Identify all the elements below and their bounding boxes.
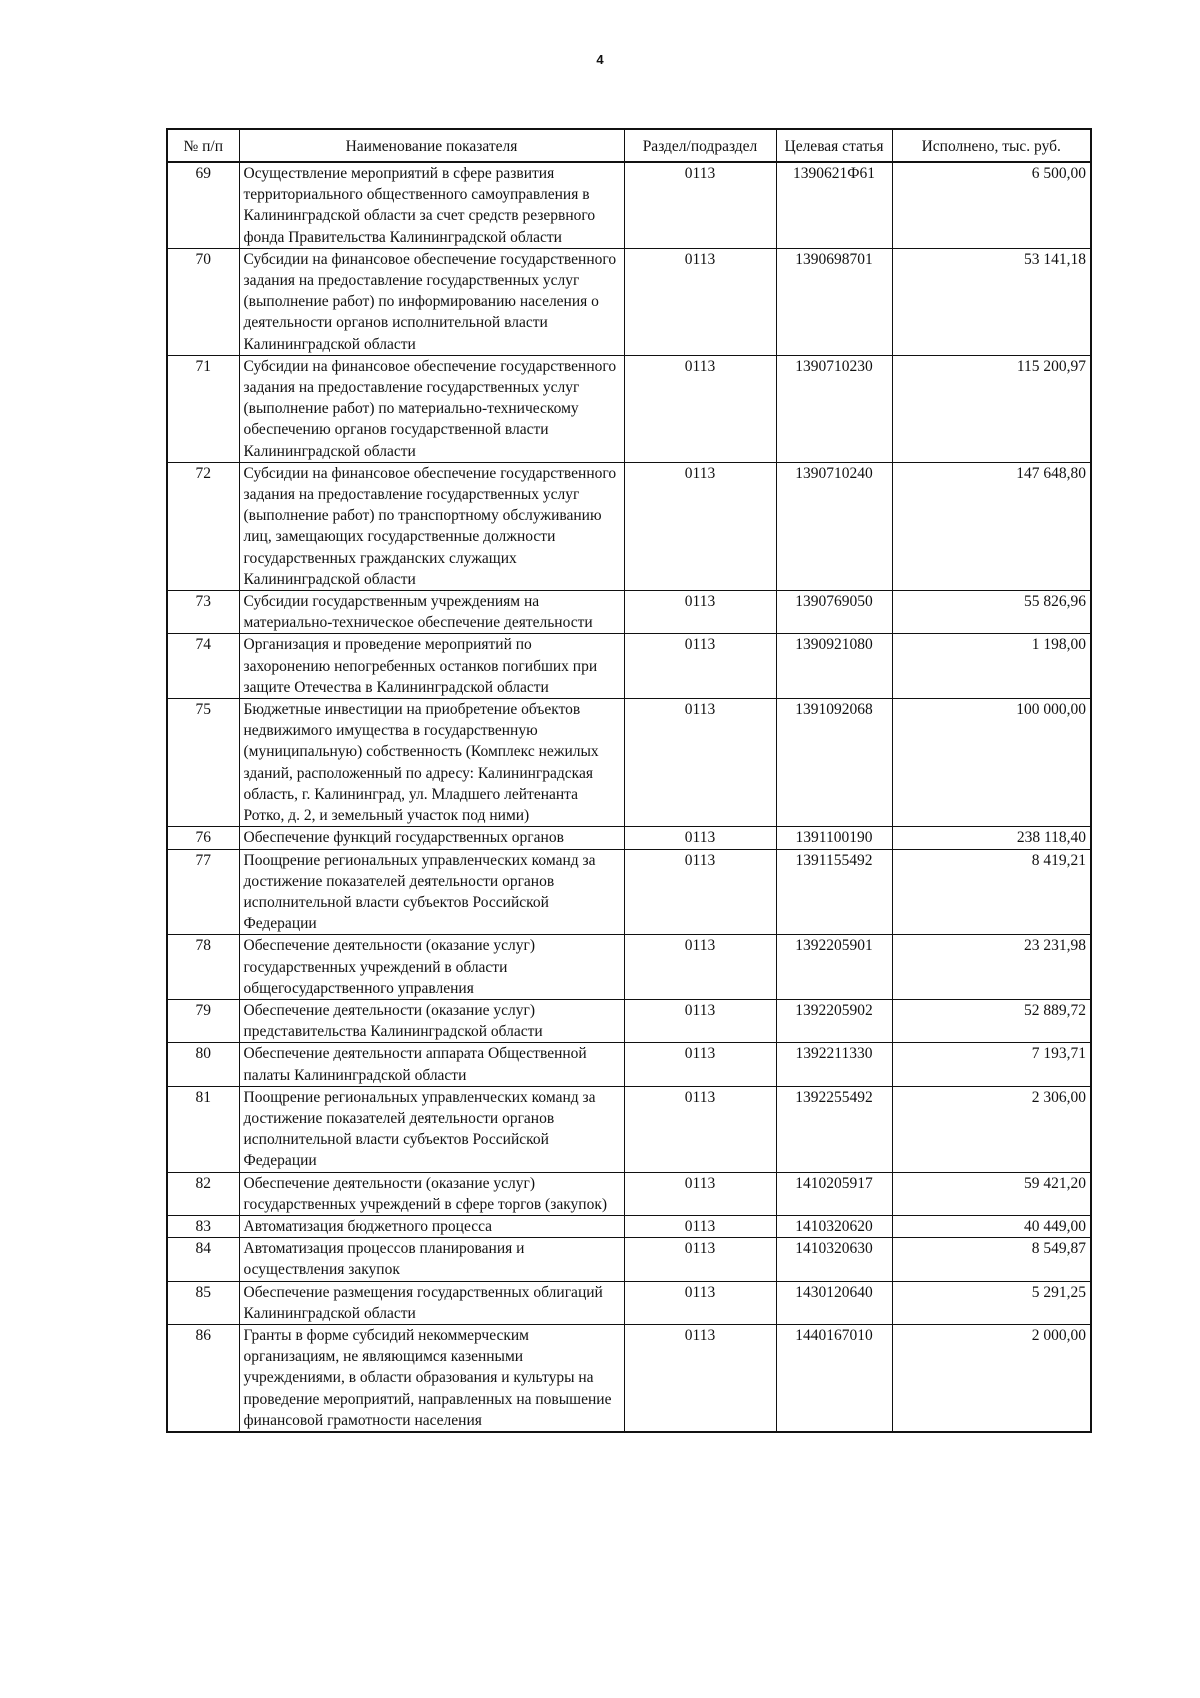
cell-section: 0113: [624, 827, 776, 849]
table-row: [167, 355, 1091, 462]
table-row: [167, 1043, 1091, 1086]
cell-name: Субсидии государственным учреждениям на материально-техническое обеспечение деятельности: [239, 591, 624, 634]
cell-section: 0113: [624, 1086, 776, 1172]
cell-amount: 55 826,96: [892, 591, 1091, 634]
cell-amount: 23 231,98: [892, 935, 1091, 1000]
cell-section: 0113: [624, 999, 776, 1042]
cell-target: 1391100190: [776, 827, 892, 849]
cell-amount: 40 449,00: [892, 1215, 1091, 1237]
budget-execution-table: [166, 128, 1092, 1433]
cell-name: Бюджетные инвестиции на приобретение объектов недвижимого имущества в государственную (муниципальную) собственность (Комплекс нежилых зданий, расположенный по адресу: Калининградская область, г. Калининград, ул. Младшего лейтенанта Ротко, д. 2, и земельный участок под ними): [239, 699, 624, 827]
cell-name: Поощрение региональных управленческих команд за достижение показателей деятельности органов исполнительной власти субъектов Российской Федерации: [239, 849, 624, 935]
cell-num: 80: [167, 1043, 239, 1086]
cell-name: Осуществление мероприятий в сфере развития территориального общественного самоуправления в Калининградской области за счет средств резервного фонда Правительства Калининградской области: [239, 162, 624, 248]
table-row: [167, 935, 1091, 1000]
cell-target: 1410320630: [776, 1238, 892, 1281]
cell-num: 72: [167, 462, 239, 590]
cell-target: 1392255492: [776, 1086, 892, 1172]
cell-amount: 100 000,00: [892, 699, 1091, 827]
cell-name: Гранты в форме субсидий некоммерческим организациям, не являющимся казенными учреждениями, в области образования и культуры на проведение мероприятий, направленных на повышение финансовой грамотности населения: [239, 1324, 624, 1432]
cell-num: 86: [167, 1324, 239, 1432]
cell-section: 0113: [624, 591, 776, 634]
table-row: [167, 699, 1091, 827]
cell-num: 76: [167, 827, 239, 849]
cell-num: 69: [167, 162, 239, 248]
table-row: [167, 462, 1091, 590]
cell-section: 0113: [624, 1043, 776, 1086]
cell-target: 1392205901: [776, 935, 892, 1000]
table-row: [167, 162, 1091, 248]
cell-name: Автоматизация процессов планирования и осуществления закупок: [239, 1238, 624, 1281]
table-body: [167, 162, 1091, 1432]
cell-name: Субсидии на финансовое обеспечение государственного задания на предоставление государственных услуг (выполнение работ) по информированию населения о деятельности органов исполнительной власти Калининградской области: [239, 248, 624, 355]
cell-section: 0113: [624, 1215, 776, 1237]
cell-amount: 115 200,97: [892, 355, 1091, 462]
cell-name: Организация и проведение мероприятий по захоронению непогребенных останков погибших при защите Отечества в Калининградской области: [239, 634, 624, 699]
cell-num: 79: [167, 999, 239, 1042]
cell-section: 0113: [624, 1281, 776, 1324]
cell-target: 1390710240: [776, 462, 892, 590]
cell-amount: 53 141,18: [892, 248, 1091, 355]
cell-num: 81: [167, 1086, 239, 1172]
cell-amount: 59 421,20: [892, 1172, 1091, 1215]
table-row: [167, 1172, 1091, 1215]
cell-section: 0113: [624, 935, 776, 1000]
column-header-num: № п/п: [167, 129, 239, 162]
table-row: [167, 1086, 1091, 1172]
cell-amount: 238 118,40: [892, 827, 1091, 849]
column-header-amount: Исполнено, тыс. руб.: [892, 129, 1091, 162]
cell-name: Поощрение региональных управленческих команд за достижение показателей деятельности органов исполнительной власти субъектов Российской Федерации: [239, 1086, 624, 1172]
cell-target: 1390921080: [776, 634, 892, 699]
cell-name: Обеспечение деятельности (оказание услуг) государственных учреждений в области общегосударственного управления: [239, 935, 624, 1000]
cell-section: 0113: [624, 248, 776, 355]
cell-name: Обеспечение деятельности аппарата Общественной палаты Калининградской области: [239, 1043, 624, 1086]
cell-section: 0113: [624, 849, 776, 935]
table-row: [167, 1324, 1091, 1432]
cell-section: 0113: [624, 1238, 776, 1281]
cell-section: 0113: [624, 355, 776, 462]
cell-target: 1390769050: [776, 591, 892, 634]
cell-amount: 2 000,00: [892, 1324, 1091, 1432]
column-header-section: Раздел/подраздел: [624, 129, 776, 162]
cell-target: 1391155492: [776, 849, 892, 935]
cell-num: 75: [167, 699, 239, 827]
table-row: [167, 634, 1091, 699]
cell-amount: 5 291,25: [892, 1281, 1091, 1324]
cell-name: Обеспечение деятельности (оказание услуг) представительства Калининградской области: [239, 999, 624, 1042]
cell-section: 0113: [624, 462, 776, 590]
cell-amount: 147 648,80: [892, 462, 1091, 590]
cell-num: 83: [167, 1215, 239, 1237]
table-row: [167, 827, 1091, 849]
cell-target: 1390621Ф61: [776, 162, 892, 248]
cell-amount: 52 889,72: [892, 999, 1091, 1042]
cell-name: Обеспечение размещения государственных облигаций Калининградской области: [239, 1281, 624, 1324]
cell-section: 0113: [624, 1172, 776, 1215]
cell-num: 77: [167, 849, 239, 935]
column-header-target: Целевая статья: [776, 129, 892, 162]
cell-target: 1392211330: [776, 1043, 892, 1086]
cell-amount: 2 306,00: [892, 1086, 1091, 1172]
cell-num: 73: [167, 591, 239, 634]
cell-name: Обеспечение деятельности (оказание услуг) государственных учреждений в сфере торгов (закупок): [239, 1172, 624, 1215]
table-row: [167, 248, 1091, 355]
cell-target: 1390710230: [776, 355, 892, 462]
cell-num: 82: [167, 1172, 239, 1215]
table-row: [167, 849, 1091, 935]
table-row: [167, 591, 1091, 634]
cell-amount: 1 198,00: [892, 634, 1091, 699]
table-header-row: [167, 129, 1091, 162]
cell-section: 0113: [624, 699, 776, 827]
cell-amount: 7 193,71: [892, 1043, 1091, 1086]
cell-target: 1410205917: [776, 1172, 892, 1215]
cell-num: 78: [167, 935, 239, 1000]
column-header-name: Наименование показателя: [239, 129, 624, 162]
cell-target: 1430120640: [776, 1281, 892, 1324]
cell-name: Автоматизация бюджетного процесса: [239, 1215, 624, 1237]
cell-num: 85: [167, 1281, 239, 1324]
cell-num: 71: [167, 355, 239, 462]
cell-target: 1390698701: [776, 248, 892, 355]
cell-target: 1392205902: [776, 999, 892, 1042]
cell-target: 1410320620: [776, 1215, 892, 1237]
cell-num: 84: [167, 1238, 239, 1281]
cell-name: Обеспечение функций государственных органов: [239, 827, 624, 849]
table-row: [167, 1238, 1091, 1281]
cell-target: 1440167010: [776, 1324, 892, 1432]
cell-section: 0113: [624, 162, 776, 248]
cell-name: Субсидии на финансовое обеспечение государственного задания на предоставление государственных услуг (выполнение работ) по транспортному обслуживанию лиц, замещающих государственные должности государственных гражданских служащих Калининградской области: [239, 462, 624, 590]
cell-section: 0113: [624, 1324, 776, 1432]
table-row: [167, 1281, 1091, 1324]
cell-amount: 8 549,87: [892, 1238, 1091, 1281]
cell-num: 70: [167, 248, 239, 355]
cell-amount: 6 500,00: [892, 162, 1091, 248]
cell-num: 74: [167, 634, 239, 699]
page-number: 4: [596, 52, 604, 67]
table-row: [167, 999, 1091, 1042]
cell-target: 1391092068: [776, 699, 892, 827]
cell-section: 0113: [624, 634, 776, 699]
cell-name: Субсидии на финансовое обеспечение государственного задания на предоставление государственных услуг (выполнение работ) по материально-техническому обеспечению органов государственной власти Калининградской области: [239, 355, 624, 462]
cell-amount: 8 419,21: [892, 849, 1091, 935]
table-row: [167, 1215, 1091, 1237]
